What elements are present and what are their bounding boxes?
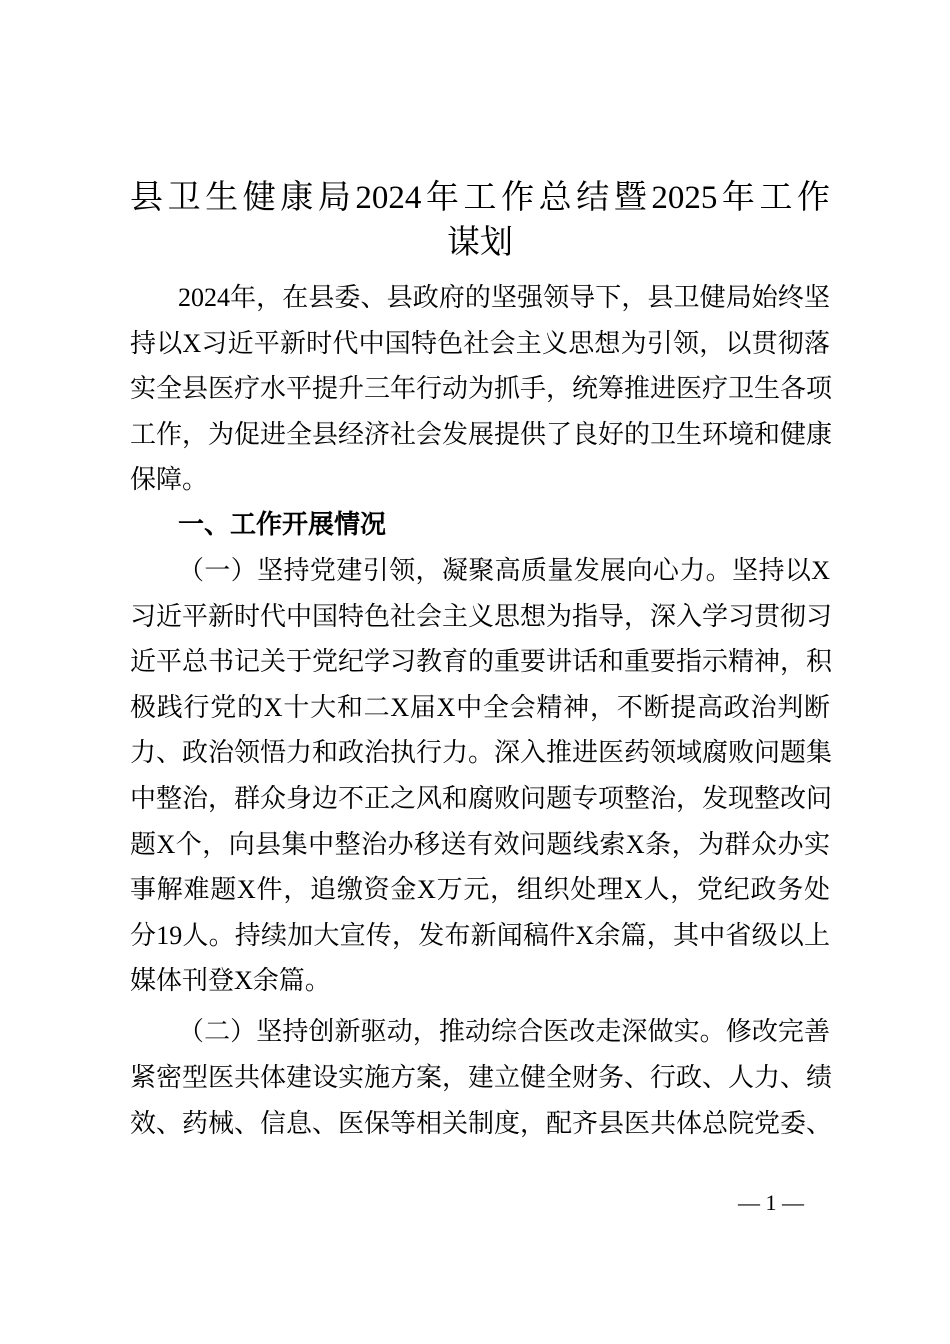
text-line: 紧密型医共体建设实施方案，建立健全财务、行政、人力、绩: [130, 1063, 833, 1092]
text-line: 事解难题X件，追缴资金X万元，组织处理X人，党纪政务处: [130, 875, 830, 904]
text-line: 媒体刊登X余篇。: [130, 966, 331, 995]
section-heading: 一、工作开展情况: [178, 510, 387, 539]
document-title-line2: 谋划: [447, 225, 513, 261]
text-line: 保障。: [130, 465, 209, 494]
text-line: 实全县医疗水平提升三年行动为抓手，统筹推进医疗卫生各项: [130, 374, 833, 403]
page-number: — 1 —: [738, 1190, 804, 1215]
text-line: 工作，为促进全县经济社会发展提供了良好的卫生环境和健康: [130, 420, 833, 449]
text-line: 分19人。持续加大宣传，发布新闻稿件X余篇，其中省级以上: [130, 921, 830, 950]
text-line: （一）坚持党建引领，凝聚高质量发展向心力。坚持以X: [178, 556, 830, 585]
text-line: 习近平新时代中国特色社会主义思想为指导，深入学习贯彻习: [130, 602, 833, 631]
text-line: 中整治，群众身边不正之风和腐败问题专项整治，发现整改问: [130, 784, 833, 813]
text-line: 2024年，在县委、县政府的坚强领导下，县卫健局始终坚: [178, 283, 830, 312]
document-title-line1: 县卫生健康局2024年工作总结暨2025年工作: [130, 180, 830, 216]
text-line: 力、政治领悟力和政治执行力。深入推进医药领域腐败问题集: [130, 738, 833, 767]
text-line: 近平总书记关于党纪学习教育的重要讲话和重要指示精神，积: [130, 647, 833, 676]
text-line: 持以X习近平新时代中国特色社会主义思想为引领，以贯彻落: [130, 329, 830, 358]
text-line: 效、药械、信息、医保等相关制度，配齐县医共体总院党委、: [130, 1109, 833, 1138]
text-line: （二）坚持创新驱动，推动综合医改走深做实。修改完善: [178, 1017, 830, 1046]
text-line: 极践行党的X十大和二X届X中全会精神，不断提高政治判断: [130, 693, 830, 722]
text-line: 题X个，向县集中整治办移送有效问题线索X条，为群众办实: [130, 830, 830, 859]
